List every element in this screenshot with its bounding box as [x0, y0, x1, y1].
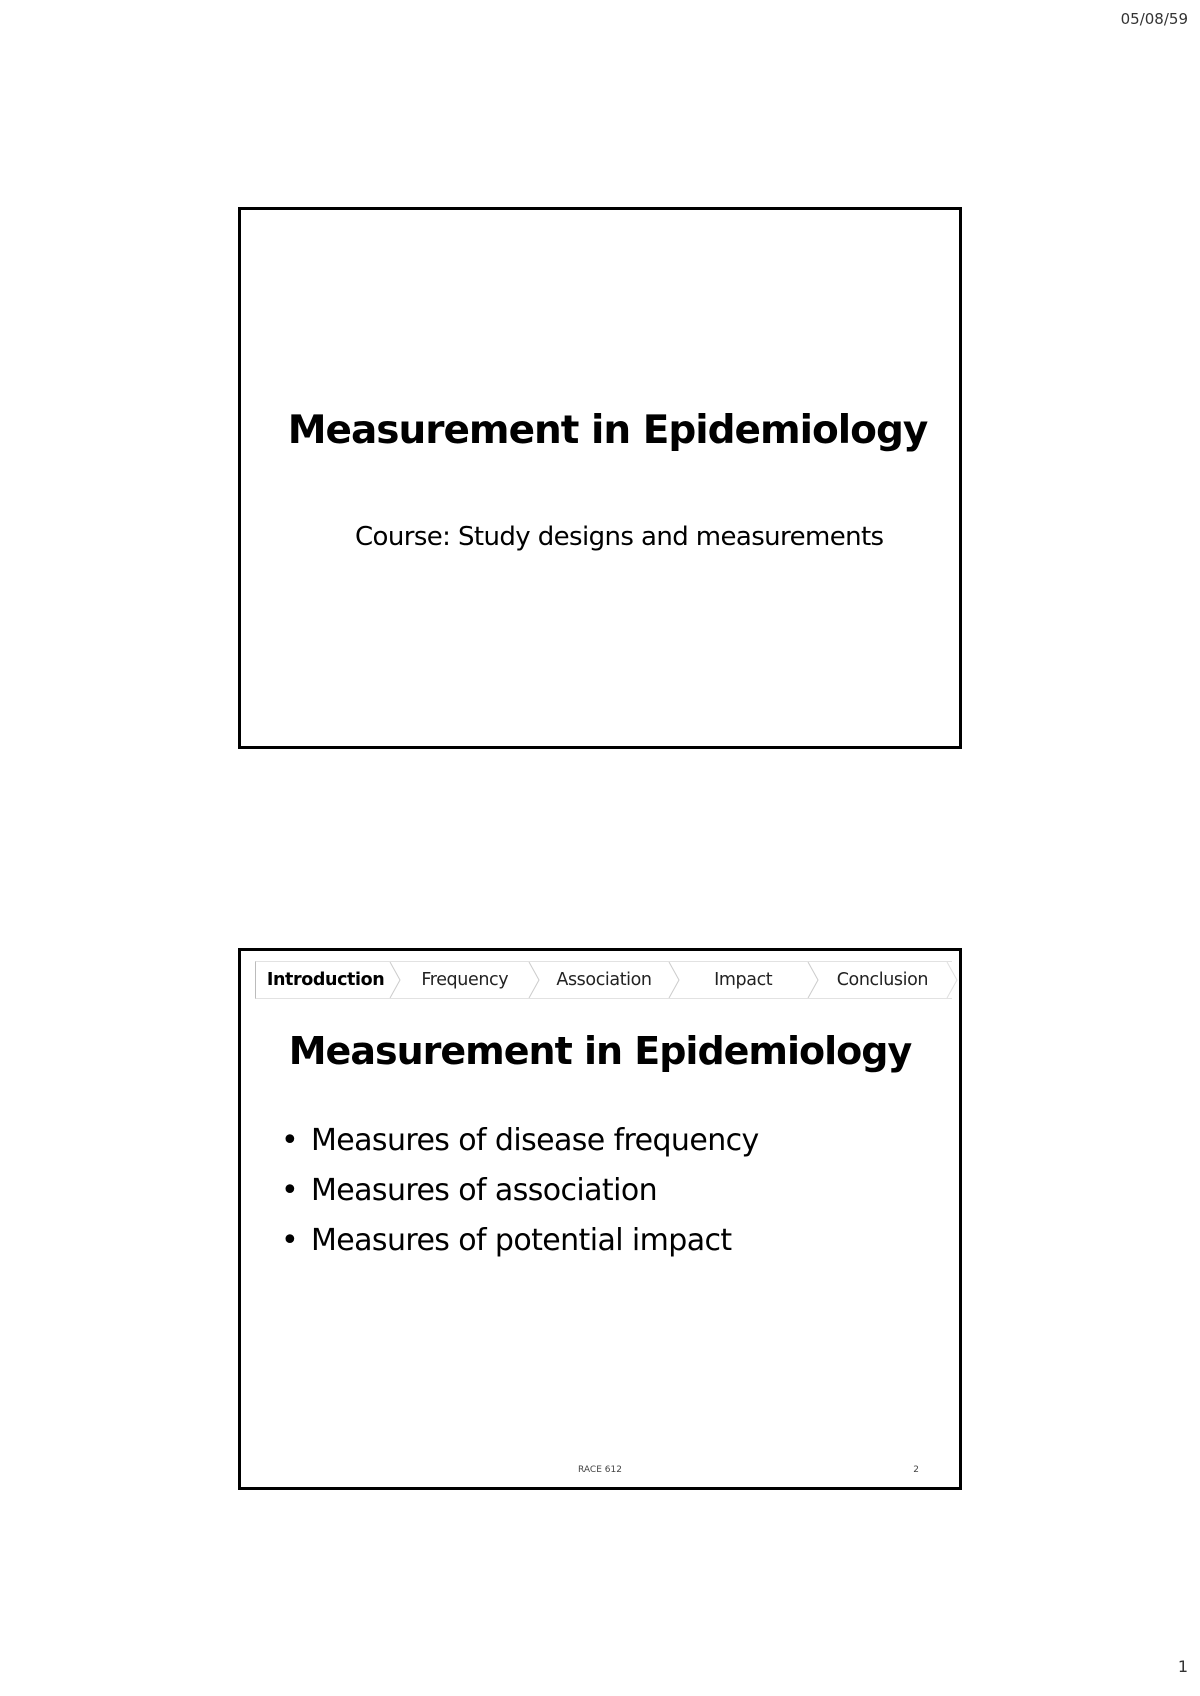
slide-1-subtitle: Course: Study designs and measurements	[355, 522, 884, 552]
bullet-text: Measures of association	[311, 1173, 657, 1208]
nav-item-label: Impact	[714, 970, 773, 990]
nav-item-label: Association	[556, 970, 652, 990]
chevron-right-icon	[946, 962, 958, 998]
list-item	[281, 1216, 759, 1266]
slide-footer: RACE 612	[578, 1465, 622, 1475]
nav-item-label: Conclusion	[836, 970, 929, 990]
bullet-icon: •	[281, 1123, 299, 1158]
nav-item-introduction	[256, 962, 395, 998]
bullet-text: Measures of disease frequency	[311, 1123, 759, 1158]
slide-2	[238, 948, 962, 1490]
nav-item-conclusion	[813, 962, 952, 998]
bullet-icon: •	[281, 1223, 299, 1258]
nav-item-label: Frequency	[421, 970, 509, 990]
nav-item-frequency	[395, 962, 534, 998]
section-nav-bar	[255, 961, 952, 999]
nav-item-label: Introduction	[266, 970, 385, 990]
nav-item-association	[534, 962, 673, 998]
slide-1-title: Measurement in Epidemiology	[287, 408, 928, 453]
bullet-icon: •	[281, 1173, 299, 1208]
bullet-text: Measures of potential impact	[311, 1223, 732, 1258]
nav-item-impact	[674, 962, 813, 998]
list-item	[281, 1166, 759, 1216]
slide-1	[238, 207, 962, 749]
list-item	[281, 1116, 759, 1166]
slide-2-title: Measurement in Epidemiology	[288, 1029, 912, 1073]
slide-number: 2	[913, 1465, 919, 1475]
bullet-list	[281, 1116, 759, 1266]
page-date: 05/08/59	[1120, 10, 1188, 28]
page-number: 1	[1177, 1657, 1188, 1676]
